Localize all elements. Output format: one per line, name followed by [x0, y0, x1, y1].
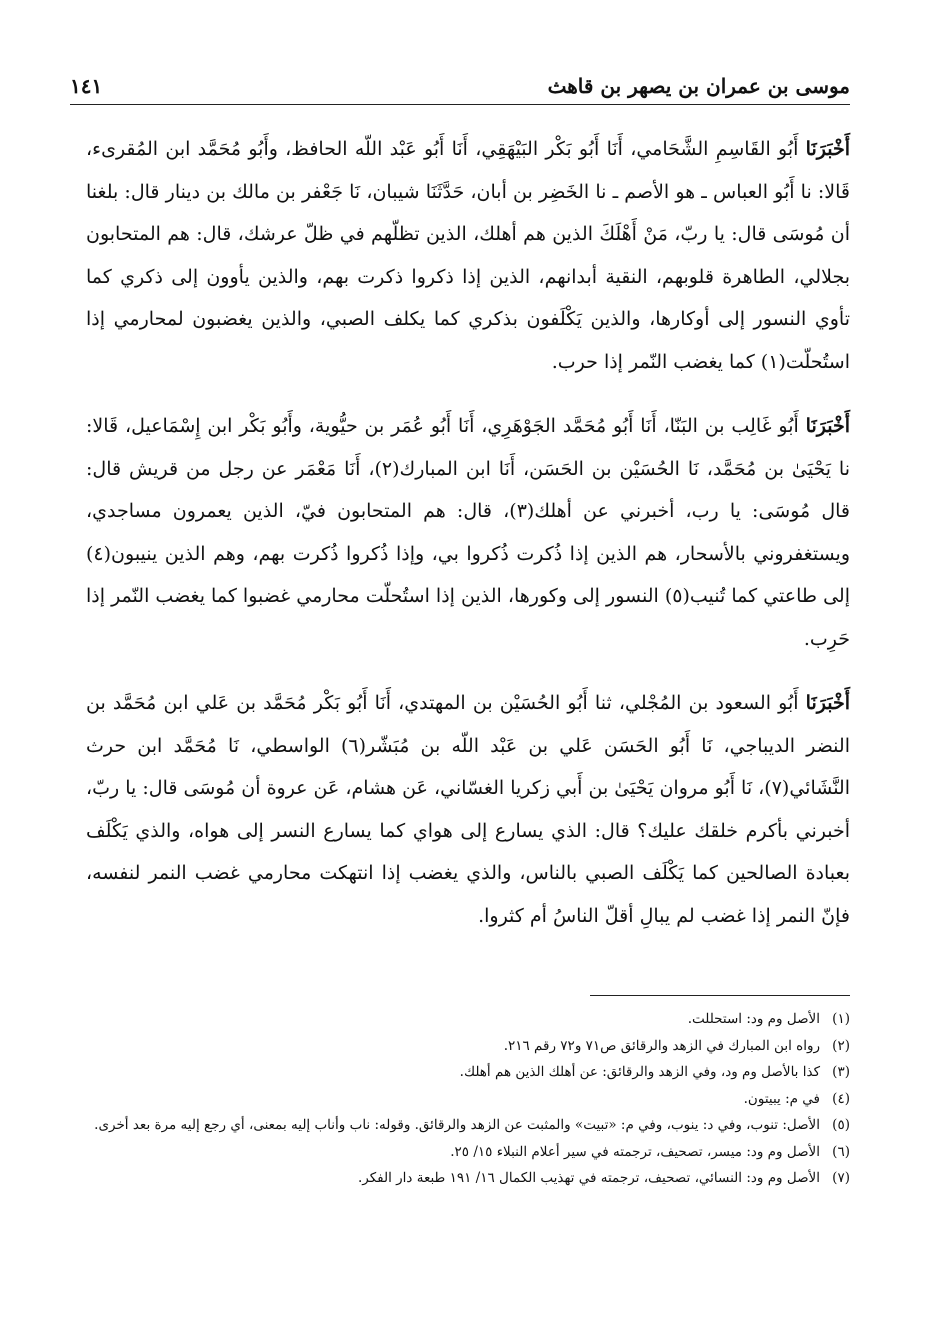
footnotes: [78, 1008, 850, 1194]
footnote-text: الأصل وم ود: استحللت.: [687, 1011, 820, 1027]
footnote-number: (٣): [832, 1064, 850, 1080]
page-number: ١٤١: [70, 74, 103, 98]
paragraph-2: [86, 405, 850, 660]
footnote-3: [78, 1061, 850, 1084]
paragraph-text: أَبُو السعود بن المُجْلي، ثنا أَبُو الحُسَيْن بن المهتدي، أَنَا أَبُو بَكْر مُحَمَّد بن عَلي ابن مُحَمَّد بن النضر الديباجي، نَا أَبُو الحَسَن عَلي بن عَبْد اللّه بن مُبَشّر(٦) الواسطي، نَا مُحَمَّد ابن حرث النَّشَائي(٧)، نَا أَبُو مروان يَحْيَىٰ بن أَبي زكريا الغسّاني، عَن هشام، عَن عروة أن مُوسَى قال: يا ربّ، أخبرني بأكرم خلقك عليك؟ قال: الذي يسارع إلى هواي كما يسارع النسر إلى هواه، والذي يَكْلَف بعبادة الصالحين كما يَكْلَف الصبي بالناس، والذي يغضب إذا انتهكت محارمي غضب النمر لنفسه، فإنّ النمر إذا غضب لم يبالِ أقلّ الناسُ أم كثروا.: [86, 692, 850, 927]
footnote-7: [78, 1167, 850, 1190]
footnote-1: [78, 1008, 850, 1031]
main-text: [86, 128, 850, 959]
paragraph-lead: أَخْبَرَنَا: [805, 415, 850, 437]
footnote-number: (٤): [832, 1090, 850, 1107]
footnote-4: [78, 1088, 850, 1111]
footnote-text: في م: يبيتون.: [743, 1090, 820, 1107]
footnote-text: رواه ابن المبارك في الزهد والرقائق ص٧١ و٧٢ رقم ٢١٦.: [503, 1037, 820, 1054]
footnote-text: الأصل: تنوب، وفي د: ينوب، وفي م: «تبيت» والمثبت عن الزهد والرقائق. وقوله: ناب وأناب إليه بمعنى، أي رجع إليه مرة بعد أخرى.: [94, 1117, 820, 1133]
paragraph-text: أَبُو غَالِب بن البَنّا، أَنَا أَبُو مُحَمَّد الجَوْهَرِي، أَنَا أَبُو عُمَر بن حيُّوية، وأَبُو بَكْر ابن إِسْمَاعيل، قَالا: نا يَحْيَىٰ بن مُحَمَّد، نَا الحُسَيْن بن الحَسَن، أَنَا ابن المبارك(٢)، أَنَا مَعْمَر عن رجل من قريش قال: قال مُوسَى: يا رب، أخبرني عن أهلك(٣)، قال: هم المتحابون فيّ، الذين يعمرون مساجدي، ويستغفروني بالأسحار، هم الذين إذا ذُكرت ذُكروا بي، وإذا ذُكروا ذُكرت بهم، وهم الذين ينيبون(٤) إلى طاعتي كما تُنيب(٥) النسور إلى وكورها، الذين إذا استُحلّت محارمي غضبوا كما يغضب النّمر إذا حَرِب.: [86, 415, 851, 650]
footnote-number: (١): [832, 1011, 850, 1027]
paragraph-lead: أَخْبَرَنَا: [805, 692, 850, 714]
footnote-number: (٢): [832, 1037, 850, 1054]
paragraph-lead: أَخْبَرَنَا: [805, 138, 850, 160]
footnote-number: (٦): [832, 1143, 850, 1160]
footnote-number: (٥): [832, 1117, 850, 1133]
paragraph-text: أَبُو القَاسِمِ الشَّحَامي، أَنَا أَبُو بَكْر البَيْهَقِي، أَنَا أَبُو عَبْد اللّه الحافظ، وأَبُو مُحَمَّد ابن المُقرىء، قَالا: نا أَبُو العباس ـ هو الأصم ـ نا الخَضِر بن أبان، حَدَّثَنَا شيبان، نَا جَعْفر بن مالك بن دينار قال: بلغنا أن مُوسَى قال: يا ربّ، مَنْ أَهْلَكَ الذين هم أهلك، الذين تظلّهم في ظلّ عرشك، قال: هم المتحابون بجلالي، الطاهرة قلوبهم، النقية أبدانهم، الذين إذا ذكروا ذكرت بهم، والذين يأوون إلى ذكري كما تأوي النسور إلى أوكارها، والذين يَكْلَفون بذكري كما يكلف الصبي، والذين يغضبون لمحارمي إذا استُحلّت(١) كما يغضب النّمر إذا حرب.: [86, 138, 850, 373]
footnote-6: [78, 1141, 850, 1164]
paragraph-3: [86, 682, 850, 937]
footnote-number: (٧): [832, 1170, 850, 1186]
running-header: [70, 60, 850, 105]
footnote-5: [78, 1114, 850, 1137]
footnote-text: كذا بالأصل وم ود، وفي الزهد والرقائق: عن أهلك الذين هم أهلك.: [459, 1064, 820, 1080]
paragraph-1: [86, 128, 850, 383]
footnote-2: [78, 1035, 850, 1058]
header-title: موسى بن عمران بن يصهر بن قاهث: [547, 74, 850, 98]
footnote-text: الأصل وم ود: ميسر، تصحيف، ترجمته في سير أعلام النبلاء ١٥/ ٢٥.: [450, 1143, 820, 1160]
footnote-text: الأصل وم ود: النسائي، تصحيف، ترجمته في تهذيب الكمال ١٦/ ١٩١ طبعة دار الفكر.: [357, 1170, 820, 1186]
footnote-separator: [590, 995, 850, 996]
